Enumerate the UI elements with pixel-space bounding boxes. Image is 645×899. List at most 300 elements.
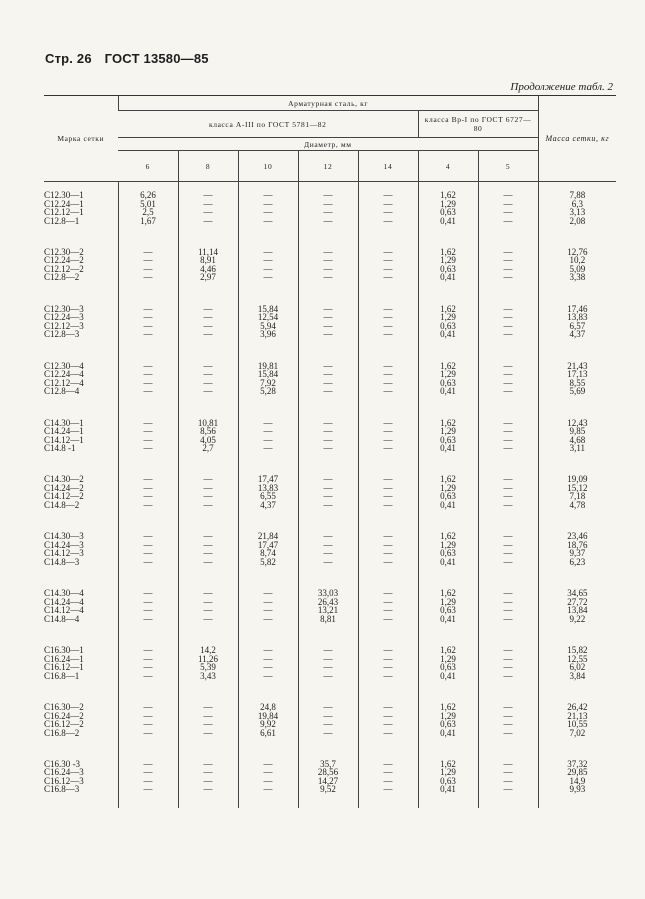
cell-mass <box>538 296 616 353</box>
cell-value: — <box>143 613 153 624</box>
cell-mark <box>44 353 118 410</box>
cell-value: 8,55 <box>569 377 586 388</box>
cell-value: — <box>143 482 153 493</box>
cell-value: С12.24—3 <box>44 312 84 323</box>
cell-value: — <box>263 215 273 226</box>
cell-value: — <box>143 653 153 664</box>
cell-diameter-14 <box>358 694 418 751</box>
cell-value: — <box>503 702 513 713</box>
cell-value: С12.8—3 <box>44 329 80 340</box>
cell-value: — <box>323 662 333 673</box>
cell-value: 0,63 <box>440 263 456 274</box>
cell-diameter-6 <box>118 637 178 694</box>
cell-diameter-8 <box>178 580 238 637</box>
cell-value: 4,37 <box>260 499 276 510</box>
header-mass: Масса сетки, кг <box>538 96 616 182</box>
cell-value: 1,67 <box>140 215 156 226</box>
cell-diameter-5 <box>478 239 538 296</box>
cell-value: — <box>143 491 153 502</box>
cell-value: 1,62 <box>440 246 456 257</box>
cell-value: — <box>143 312 153 323</box>
cell-value: — <box>503 207 513 217</box>
cell-value: 4,37 <box>569 329 586 340</box>
cell-value: 17,47 <box>257 474 279 485</box>
cell-value: — <box>323 417 333 428</box>
cell-value: 1,62 <box>440 190 456 200</box>
cell-diameter-4 <box>418 637 478 694</box>
cell-diameter-8 <box>178 239 238 296</box>
cell-value: 7,92 <box>260 377 276 388</box>
cell-value: — <box>383 255 393 266</box>
cell-value: С16.8—1 <box>44 670 80 681</box>
cell-value: 1,62 <box>440 303 456 314</box>
cell-diameter-5 <box>478 523 538 580</box>
cell-value: 0,63 <box>440 491 456 502</box>
cell-value: — <box>143 775 153 786</box>
table-row <box>44 523 616 580</box>
cell-value: С14.30—3 <box>44 531 84 542</box>
cell-diameter-5 <box>478 637 538 694</box>
header-diameter: Диаметр, мм <box>118 138 538 151</box>
cell-value: — <box>323 246 333 257</box>
cell-value: 19,09 <box>567 474 588 485</box>
cell-value: — <box>503 198 513 209</box>
cell-value: 29,85 <box>567 767 588 778</box>
cell-value: 35,7 <box>320 758 336 769</box>
cell-value: С14.12—2 <box>44 491 84 502</box>
cell-diameter-14 <box>358 182 418 239</box>
cell-value: — <box>143 758 153 769</box>
cell-value: С14.24—4 <box>44 596 84 607</box>
cell-diameter-6 <box>118 296 178 353</box>
table-body <box>44 182 616 808</box>
cell-value: 2,97 <box>200 272 216 283</box>
cell-value: — <box>323 360 333 371</box>
cell-value: 6,02 <box>569 662 586 673</box>
cell-value: 0,63 <box>440 320 456 331</box>
cell-value: 23,46 <box>567 531 588 542</box>
cell-value: — <box>263 645 273 656</box>
cell-value: — <box>503 539 513 550</box>
cell-value: — <box>383 767 393 778</box>
cell-diameter-10 <box>238 410 298 467</box>
cell-value: 3,43 <box>200 670 216 681</box>
cell-value: 0,41 <box>440 784 456 795</box>
cell-value: — <box>503 320 513 331</box>
header-class-bp1: класса Вр-I по ГОСТ 6727—80 <box>418 111 538 138</box>
cell-value: — <box>263 758 273 769</box>
cell-value: С12.30—2 <box>44 246 84 257</box>
cell-value: — <box>503 775 513 786</box>
cell-value: — <box>323 482 333 493</box>
cell-value: 19,81 <box>257 360 279 371</box>
cell-value: — <box>383 474 393 485</box>
cell-value: — <box>503 482 513 493</box>
header-diameter-value: 12 <box>298 151 358 182</box>
cell-value: — <box>503 758 513 769</box>
cell-value: С14.30—1 <box>44 417 84 428</box>
cell-value: 12,43 <box>567 417 588 428</box>
cell-value: — <box>383 417 393 428</box>
cell-value: 17,46 <box>567 303 588 314</box>
cell-value: — <box>143 434 153 445</box>
cell-value: — <box>383 775 393 786</box>
cell-mass <box>538 353 616 410</box>
cell-value: 21,84 <box>257 531 279 542</box>
cell-value: — <box>143 531 153 542</box>
cell-value: С14.30—4 <box>44 588 84 599</box>
cell-value: — <box>383 531 393 542</box>
cell-value: — <box>203 758 213 769</box>
page-header <box>45 51 218 66</box>
cell-value: С16.24—1 <box>44 653 84 664</box>
cell-diameter-10 <box>238 466 298 523</box>
cell-value: — <box>143 255 153 266</box>
cell-value: — <box>203 360 213 371</box>
cell-value: — <box>383 198 393 209</box>
cell-mark <box>44 182 118 239</box>
cell-value: С16.30 -3 <box>44 758 80 769</box>
cell-value: — <box>263 596 273 607</box>
cell-value: — <box>323 499 333 510</box>
cell-diameter-12 <box>298 466 358 523</box>
cell-value: 28,56 <box>317 767 339 778</box>
cell-value: 12,55 <box>567 653 588 664</box>
cell-value: С12.8—2 <box>44 272 80 283</box>
cell-value: — <box>383 499 393 510</box>
cell-value: 9,52 <box>320 784 336 795</box>
cell-value: — <box>203 767 213 778</box>
cell-value: — <box>263 272 273 283</box>
cell-value: — <box>203 207 213 217</box>
cell-value: 1,62 <box>440 417 456 428</box>
cell-value: — <box>323 443 333 454</box>
cell-mass <box>538 239 616 296</box>
cell-value: 14,9 <box>569 775 586 786</box>
cell-diameter-5 <box>478 580 538 637</box>
cell-value: — <box>323 303 333 314</box>
cell-value: — <box>263 670 273 681</box>
cell-value: — <box>203 605 213 616</box>
cell-diameter-5 <box>478 182 538 239</box>
cell-value: 13,83 <box>257 482 279 493</box>
cell-value: 1,62 <box>440 360 456 371</box>
cell-value: — <box>263 653 273 664</box>
cell-value: — <box>323 556 333 567</box>
cell-diameter-6 <box>118 182 178 239</box>
cell-value: — <box>503 360 513 371</box>
cell-value: 13,21 <box>317 605 339 616</box>
table-row <box>44 239 616 296</box>
cell-diameter-14 <box>358 410 418 467</box>
cell-value: 21,13 <box>567 710 588 721</box>
cell-value: 34,65 <box>567 588 588 599</box>
cell-value: С14.8—4 <box>44 613 80 624</box>
cell-value: 5,94 <box>260 320 276 331</box>
cell-diameter-10 <box>238 580 298 637</box>
cell-value: — <box>143 386 153 397</box>
cell-value: — <box>143 702 153 713</box>
cell-value: — <box>383 784 393 795</box>
cell-value: — <box>323 198 333 209</box>
cell-value: 10,2 <box>569 255 586 266</box>
cell-diameter-12 <box>298 580 358 637</box>
cell-value: 21,43 <box>567 360 588 371</box>
cell-value: С16.8—2 <box>44 727 80 738</box>
cell-value: 0,63 <box>440 662 456 673</box>
header-class-a3: класса А-III по ГОСТ 5781—82 <box>118 111 418 138</box>
cell-value: — <box>323 426 333 437</box>
cell-value: — <box>143 588 153 599</box>
cell-value: — <box>263 588 273 599</box>
cell-value: 4,78 <box>569 499 586 510</box>
cell-value: 7,88 <box>569 190 586 200</box>
table-row <box>44 296 616 353</box>
cell-value: — <box>203 491 213 502</box>
cell-value: С12.8—1 <box>44 215 80 226</box>
cell-value: 0,41 <box>440 499 456 510</box>
cell-value: — <box>203 474 213 485</box>
table-row <box>44 637 616 694</box>
cell-diameter-4 <box>418 410 478 467</box>
cell-value: 0,41 <box>440 443 456 454</box>
cell-value: 11,26 <box>198 653 218 664</box>
cell-diameter-8 <box>178 523 238 580</box>
table-row <box>44 580 616 637</box>
cell-diameter-4 <box>418 353 478 410</box>
cell-value: — <box>503 329 513 340</box>
cell-value: С12.24—4 <box>44 369 84 380</box>
page-number: Стр. 26 <box>45 51 92 66</box>
cell-diameter-10 <box>238 694 298 751</box>
cell-value: С12.30—3 <box>44 303 84 314</box>
cell-value: — <box>383 272 393 283</box>
cell-value: 1,29 <box>440 596 456 607</box>
cell-value: С16.12—2 <box>44 719 84 730</box>
cell-value: 2,7 <box>202 443 214 454</box>
cell-value: 14,27 <box>317 775 339 786</box>
cell-mark <box>44 580 118 637</box>
cell-value: — <box>503 369 513 380</box>
cell-value: — <box>203 369 213 380</box>
cell-value: С12.30—1 <box>44 190 84 200</box>
cell-diameter-5 <box>478 353 538 410</box>
cell-value: 2,08 <box>569 215 586 226</box>
cell-value: 6,23 <box>569 556 586 567</box>
cell-value: 0,63 <box>440 377 456 388</box>
cell-value: — <box>383 670 393 681</box>
cell-value: — <box>143 556 153 567</box>
header-diameter-value: 10 <box>238 151 298 182</box>
cell-value: — <box>143 360 153 371</box>
cell-value: — <box>503 662 513 673</box>
cell-value: — <box>143 263 153 274</box>
cell-value: — <box>383 588 393 599</box>
cell-value: — <box>203 775 213 786</box>
cell-value: 6,57 <box>569 320 586 331</box>
cell-diameter-8 <box>178 296 238 353</box>
cell-value: 0,41 <box>440 670 456 681</box>
cell-value: — <box>143 303 153 314</box>
cell-value: — <box>503 255 513 266</box>
cell-value: 26,43 <box>317 596 339 607</box>
cell-value: 1,62 <box>440 758 456 769</box>
cell-value: — <box>383 727 393 738</box>
cell-mass <box>538 466 616 523</box>
cell-value: 19,84 <box>257 710 279 721</box>
cell-diameter-12 <box>298 523 358 580</box>
cell-value: — <box>323 727 333 738</box>
cell-value: — <box>503 303 513 314</box>
cell-value: 5,01 <box>140 198 156 209</box>
cell-value: — <box>143 710 153 721</box>
header-diameter-value: 6 <box>118 151 178 182</box>
cell-value: — <box>503 434 513 445</box>
cell-value: — <box>143 246 153 257</box>
cell-value: С12.12—2 <box>44 263 84 274</box>
cell-mark <box>44 239 118 296</box>
cell-diameter-10 <box>238 523 298 580</box>
cell-value: — <box>503 727 513 738</box>
cell-value: — <box>383 645 393 656</box>
cell-value: 6,26 <box>140 190 156 200</box>
cell-mark <box>44 694 118 751</box>
cell-value: — <box>383 758 393 769</box>
cell-diameter-5 <box>478 296 538 353</box>
cell-value: 1,29 <box>440 198 456 209</box>
cell-value: — <box>503 767 513 778</box>
cell-diameter-8 <box>178 410 238 467</box>
cell-value: — <box>383 556 393 567</box>
cell-value: — <box>503 556 513 567</box>
cell-value: — <box>503 588 513 599</box>
cell-value: — <box>143 499 153 510</box>
cell-value: 12,76 <box>567 246 588 257</box>
cell-value: 9,93 <box>569 784 586 795</box>
cell-diameter-8 <box>178 182 238 239</box>
cell-value: — <box>323 653 333 664</box>
cell-value: — <box>383 303 393 314</box>
cell-value: 5,28 <box>260 386 276 397</box>
cell-mass <box>538 637 616 694</box>
cell-value: С16.12—1 <box>44 662 84 673</box>
cell-value: — <box>323 329 333 340</box>
cell-value: 3,11 <box>569 443 586 454</box>
cell-value: 1,62 <box>440 474 456 485</box>
cell-value: 8,74 <box>260 548 276 559</box>
cell-value: 0,63 <box>440 434 456 445</box>
cell-value: С16.12—3 <box>44 775 84 786</box>
cell-value: — <box>263 775 273 786</box>
cell-value: — <box>383 190 393 200</box>
cell-value: — <box>143 719 153 730</box>
cell-value: — <box>503 272 513 283</box>
cell-value: — <box>263 417 273 428</box>
cell-value: С14.12—4 <box>44 605 84 616</box>
cell-value: 0,63 <box>440 719 456 730</box>
cell-value: — <box>383 491 393 502</box>
cell-value: — <box>383 539 393 550</box>
cell-value: — <box>383 386 393 397</box>
cell-value: С14.24—3 <box>44 539 84 550</box>
cell-diameter-6 <box>118 751 178 808</box>
cell-mark <box>44 751 118 808</box>
cell-value: — <box>323 312 333 323</box>
cell-value: 4,46 <box>200 263 216 274</box>
cell-value: — <box>503 491 513 502</box>
cell-value: С12.12—4 <box>44 377 84 388</box>
cell-diameter-4 <box>418 239 478 296</box>
cell-value: — <box>203 482 213 493</box>
cell-value: — <box>383 443 393 454</box>
cell-value: 5,09 <box>569 263 586 274</box>
cell-value: 1,62 <box>440 702 456 713</box>
cell-diameter-14 <box>358 523 418 580</box>
cell-value: — <box>323 386 333 397</box>
cell-value: — <box>323 377 333 388</box>
cell-diameter-12 <box>298 182 358 239</box>
cell-value: 15,84 <box>257 369 279 380</box>
cell-value: — <box>503 605 513 616</box>
cell-value: — <box>383 215 393 226</box>
cell-value: — <box>383 605 393 616</box>
cell-value: — <box>203 710 213 721</box>
cell-value: 0,41 <box>440 272 456 283</box>
header-mark: Марка сетки <box>44 96 118 182</box>
cell-value: — <box>143 426 153 437</box>
cell-value: 2,5 <box>142 207 154 217</box>
cell-value: 7,18 <box>569 491 586 502</box>
header-steel: Арматурная сталь, кг <box>118 96 538 111</box>
cell-diameter-6 <box>118 239 178 296</box>
table-row <box>44 466 616 523</box>
cell-value: 8,81 <box>320 613 336 624</box>
cell-value: — <box>503 246 513 257</box>
cell-diameter-5 <box>478 751 538 808</box>
cell-value: — <box>203 386 213 397</box>
cell-value: 15,82 <box>567 645 588 656</box>
cell-value: 1,29 <box>440 539 456 550</box>
cell-value: — <box>323 263 333 274</box>
cell-value: — <box>143 377 153 388</box>
cell-value: — <box>383 207 393 217</box>
cell-value: 37,32 <box>567 758 588 769</box>
cell-mass <box>538 523 616 580</box>
cell-value: — <box>383 320 393 331</box>
cell-value: 13,84 <box>567 605 588 616</box>
cell-value: 0,41 <box>440 613 456 624</box>
cell-value: 33,03 <box>317 588 339 599</box>
cell-value: С12.12—1 <box>44 207 84 217</box>
cell-diameter-6 <box>118 694 178 751</box>
cell-value: — <box>323 255 333 266</box>
cell-value: 5,69 <box>569 386 586 397</box>
cell-value: 14,2 <box>200 645 216 656</box>
cell-value: 5,82 <box>260 556 276 567</box>
cell-diameter-10 <box>238 637 298 694</box>
cell-value: 4,05 <box>200 434 216 445</box>
cell-value: — <box>503 426 513 437</box>
cell-diameter-14 <box>358 239 418 296</box>
cell-value: — <box>323 702 333 713</box>
cell-value: 7,02 <box>569 727 586 738</box>
cell-value: — <box>323 272 333 283</box>
cell-value: — <box>203 377 213 388</box>
cell-value: 1,62 <box>440 588 456 599</box>
cell-value: 9,92 <box>260 719 276 730</box>
cell-value: 1,29 <box>440 710 456 721</box>
cell-value: — <box>383 662 393 673</box>
